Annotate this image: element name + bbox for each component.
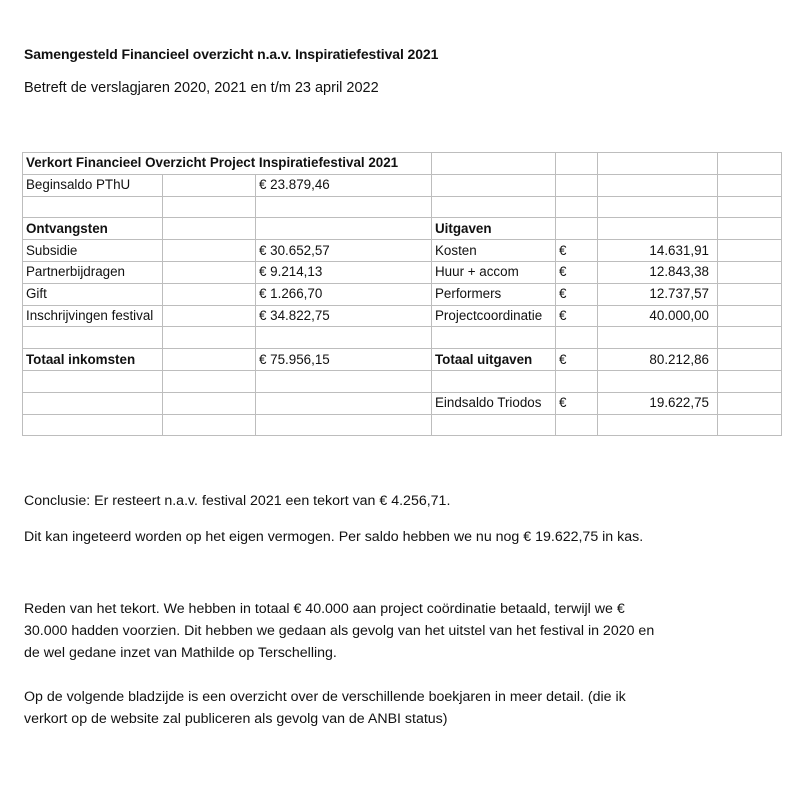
table-cell: 12.843,38 bbox=[598, 261, 718, 283]
table-cell bbox=[598, 414, 718, 436]
document-title: Samengesteld Financieel overzicht n.a.v. Inspiratiefestival 2021 bbox=[24, 46, 439, 62]
table-cell bbox=[718, 218, 782, 240]
table-cell: € bbox=[556, 392, 598, 414]
table-cell bbox=[718, 261, 782, 283]
table-cell: € 75.956,15 bbox=[256, 349, 432, 371]
table-cell bbox=[598, 196, 718, 218]
document-subtitle: Betreft de verslagjaren 2020, 2021 en t/m 23 april 2022 bbox=[24, 80, 379, 96]
table-cell: Ontvangsten bbox=[23, 218, 163, 240]
table-cell bbox=[256, 218, 432, 240]
table-row bbox=[23, 327, 782, 349]
table-cell: Verkort Financieel Overzicht Project Inspiratiefestival 2021 bbox=[23, 153, 432, 175]
table-cell bbox=[432, 174, 556, 196]
table-cell bbox=[23, 370, 163, 392]
table-cell bbox=[718, 196, 782, 218]
table-row bbox=[23, 174, 782, 196]
table-row bbox=[23, 349, 782, 371]
table-cell bbox=[256, 392, 432, 414]
table-row bbox=[23, 414, 782, 436]
conclusion-text: Conclusie: Er resteert n.a.v. festival 2021 een tekort van € 4.256,71. bbox=[24, 493, 451, 509]
table-row bbox=[23, 218, 782, 240]
table-cell bbox=[718, 327, 782, 349]
table-cell: Totaal uitgaven bbox=[432, 349, 556, 371]
table-cell: € 1.266,70 bbox=[256, 283, 432, 305]
table-cell bbox=[556, 153, 598, 175]
table-row bbox=[23, 261, 782, 283]
table-cell: 12.737,57 bbox=[598, 283, 718, 305]
table-cell: Projectcoordinatie bbox=[432, 305, 556, 327]
table-cell: Totaal inkomsten bbox=[23, 349, 163, 371]
table-cell bbox=[718, 240, 782, 262]
table-cell bbox=[163, 392, 256, 414]
table-cell bbox=[556, 414, 598, 436]
next-page-paragraph bbox=[24, 686, 784, 730]
table-cell: € bbox=[556, 283, 598, 305]
reason-paragraph bbox=[24, 598, 784, 664]
table-cell bbox=[256, 327, 432, 349]
table-row bbox=[23, 370, 782, 392]
table-cell bbox=[163, 261, 256, 283]
reason-line-2: 30.000 hadden voorzien. Dit hebben we gedaan als gevolg van het uitstel van het festival in 2020 en bbox=[24, 623, 655, 639]
table-cell bbox=[598, 370, 718, 392]
table-cell: € 23.879,46 bbox=[256, 174, 432, 196]
table-cell bbox=[718, 370, 782, 392]
table-cell bbox=[163, 174, 256, 196]
reason-line-1: Reden van het tekort. We hebben in totaal € 40.000 aan project coördinatie betaald, terwijl we € bbox=[24, 601, 625, 617]
table-cell bbox=[432, 414, 556, 436]
table-cell bbox=[163, 327, 256, 349]
table-cell bbox=[718, 349, 782, 371]
table-cell bbox=[163, 283, 256, 305]
table-cell bbox=[718, 174, 782, 196]
table-cell bbox=[432, 327, 556, 349]
table-cell bbox=[23, 327, 163, 349]
table-cell: Partnerbijdragen bbox=[23, 261, 163, 283]
table-cell: 14.631,91 bbox=[598, 240, 718, 262]
table-header-row bbox=[23, 153, 782, 175]
table-cell bbox=[432, 370, 556, 392]
table-cell: Gift bbox=[23, 283, 163, 305]
financial-overview-table bbox=[22, 152, 782, 436]
table-cell: € bbox=[556, 240, 598, 262]
table-cell bbox=[256, 414, 432, 436]
table-cell bbox=[23, 414, 163, 436]
equity-text: Dit kan ingeteerd worden op het eigen vermogen. Per saldo hebben we nu nog € 19.622,75 in kas. bbox=[24, 529, 644, 545]
table-row bbox=[23, 283, 782, 305]
table-cell: Subsidie bbox=[23, 240, 163, 262]
table-cell: Huur + accom bbox=[432, 261, 556, 283]
table-cell: Beginsaldo PThU bbox=[23, 174, 163, 196]
table-cell: Eindsaldo Triodos bbox=[432, 392, 556, 414]
table-cell: 40.000,00 bbox=[598, 305, 718, 327]
table-cell bbox=[256, 370, 432, 392]
table-cell bbox=[163, 349, 256, 371]
table-cell bbox=[556, 174, 598, 196]
table-cell bbox=[598, 327, 718, 349]
table-cell bbox=[256, 196, 432, 218]
table-cell: € bbox=[556, 261, 598, 283]
table-cell bbox=[163, 414, 256, 436]
next-line-1: Op de volgende bladzijde is een overzicht over de verschillende boekjaren in meer detail. (die ik bbox=[24, 689, 626, 705]
table-cell: € bbox=[556, 305, 598, 327]
table-cell: € bbox=[556, 349, 598, 371]
table-cell bbox=[718, 283, 782, 305]
table-cell bbox=[556, 196, 598, 218]
table-cell bbox=[718, 392, 782, 414]
table-cell bbox=[598, 174, 718, 196]
table-row bbox=[23, 305, 782, 327]
table-cell bbox=[163, 218, 256, 240]
table-cell bbox=[598, 218, 718, 240]
table-cell bbox=[718, 153, 782, 175]
table-cell bbox=[718, 305, 782, 327]
table-cell bbox=[23, 392, 163, 414]
table-cell: Performers bbox=[432, 283, 556, 305]
table-row bbox=[23, 196, 782, 218]
table-cell bbox=[163, 305, 256, 327]
reason-line-3: de wel gedane inzet van Mathilde op Terschelling. bbox=[24, 645, 337, 661]
table-cell bbox=[163, 240, 256, 262]
table-cell: Kosten bbox=[432, 240, 556, 262]
table-cell bbox=[23, 196, 163, 218]
table-cell: € 9.214,13 bbox=[256, 261, 432, 283]
table-cell: 19.622,75 bbox=[598, 392, 718, 414]
table-row bbox=[23, 392, 782, 414]
next-line-2: verkort op de website zal publiceren als gevolg van de ANBI status) bbox=[24, 711, 448, 727]
table-cell: € 30.652,57 bbox=[256, 240, 432, 262]
table-cell: Inschrijvingen festival bbox=[23, 305, 163, 327]
table-cell bbox=[556, 218, 598, 240]
table-row bbox=[23, 240, 782, 262]
table-cell bbox=[718, 414, 782, 436]
table-cell bbox=[432, 153, 556, 175]
table-cell bbox=[432, 196, 556, 218]
table-cell bbox=[163, 370, 256, 392]
table-cell: 80.212,86 bbox=[598, 349, 718, 371]
table-cell: Uitgaven bbox=[432, 218, 556, 240]
table-cell: € 34.822,75 bbox=[256, 305, 432, 327]
table-cell bbox=[598, 153, 718, 175]
table-cell bbox=[163, 196, 256, 218]
table-cell bbox=[556, 370, 598, 392]
table-cell bbox=[556, 327, 598, 349]
